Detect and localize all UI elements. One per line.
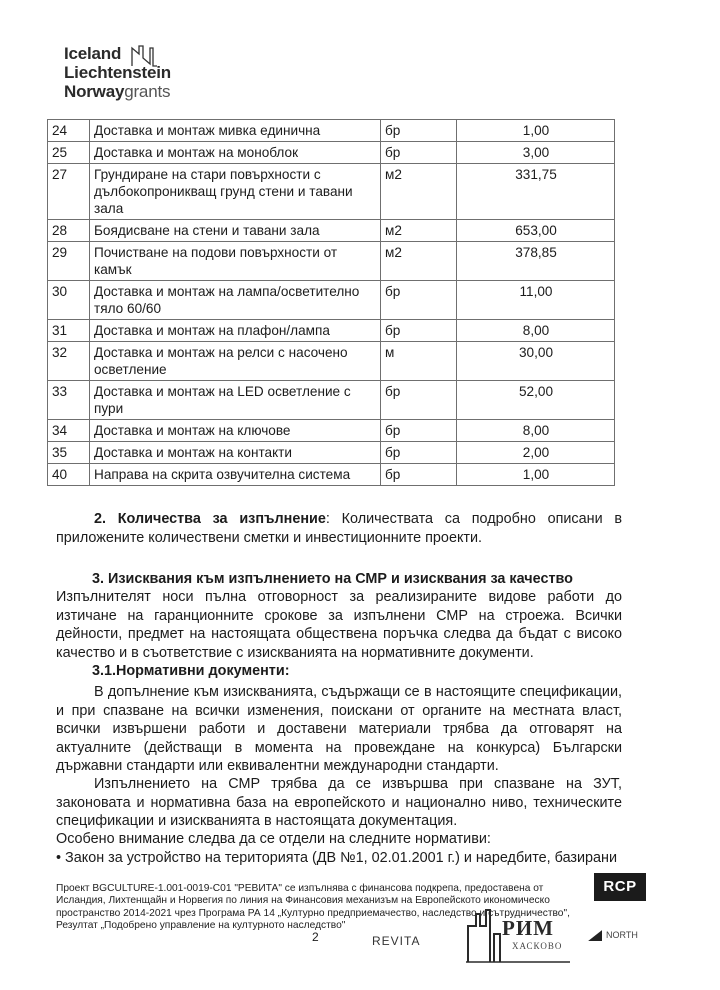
row-quantity: 1,00 bbox=[457, 464, 615, 486]
logo-line-iceland: Iceland bbox=[64, 44, 122, 63]
logo-line-norway bbox=[64, 82, 234, 101]
table-row bbox=[48, 120, 615, 142]
page-number: 2 bbox=[312, 930, 319, 944]
revita-logo: REVITA bbox=[372, 934, 421, 948]
row-description: Доставка и монтаж на лампа/осветително тяло 60/60 bbox=[90, 281, 381, 320]
table-row bbox=[48, 242, 615, 281]
rim-haskovo-logo bbox=[466, 904, 570, 964]
bullet-item: • Закон за устройство на територията (ДВ №1, 02.01.2001 г.) и наредбите, базирани bbox=[56, 850, 618, 866]
row-unit: м2 bbox=[381, 164, 457, 220]
row-number: 34 bbox=[48, 420, 90, 442]
row-description: Доставка и монтаж на релси с насочено осветление bbox=[90, 342, 381, 381]
row-quantity: 8,00 bbox=[457, 420, 615, 442]
row-number: 40 bbox=[48, 464, 90, 486]
row-number: 35 bbox=[48, 442, 90, 464]
row-description: Грундиране на стари повърхности с дълбокопроникващ грунд стени и тавани зала bbox=[90, 164, 381, 220]
row-description: Направа на скрита озвучителна система bbox=[90, 464, 381, 486]
row-unit: бр bbox=[381, 464, 457, 486]
row-description: Доставка и монтаж на плафон/лампа bbox=[90, 320, 381, 342]
row-unit: бр bbox=[381, 381, 457, 420]
row-description: Доставка и монтаж на LED осветление с пури bbox=[90, 381, 381, 420]
quantities-table-body bbox=[48, 120, 615, 486]
row-quantity: 1,00 bbox=[457, 120, 615, 142]
row-quantity: 3,00 bbox=[457, 142, 615, 164]
row-description: Почистване на подови повърхности от камък bbox=[90, 242, 381, 281]
row-number: 29 bbox=[48, 242, 90, 281]
row-quantity: 653,00 bbox=[457, 220, 615, 242]
section-2-paragraph bbox=[56, 510, 622, 547]
grants-mark-icon bbox=[131, 45, 159, 67]
row-unit: бр bbox=[381, 120, 457, 142]
row-quantity: 8,00 bbox=[457, 320, 615, 342]
table-row bbox=[48, 464, 615, 486]
row-quantity: 331,75 bbox=[457, 164, 615, 220]
table-row bbox=[48, 142, 615, 164]
row-unit: бр bbox=[381, 320, 457, 342]
row-description: Боядисване на стени и тавани зала bbox=[90, 220, 381, 242]
section-3-1-paragraph-3: Особено внимание следва да се отдели на следните нормативи: bbox=[56, 831, 491, 847]
north-logo bbox=[588, 930, 638, 941]
row-number: 24 bbox=[48, 120, 90, 142]
quantities-table bbox=[47, 119, 615, 486]
logo-grants: grants bbox=[124, 82, 171, 101]
haskovo-logo-text: ХАСКОВО bbox=[512, 941, 563, 951]
row-description: Доставка и монтаж на моноблок bbox=[90, 142, 381, 164]
section-3-1-paragraph-1: В допълнение към изискванията, съдържащи се в настоящите спецификации, и при спазване на всички изменения, поискани от органите на местната власт, всички извършени работи и доставени материали трябва да отговарят на актуалните (действащи в момента на провеждане на конкурса) Български държавни стандарти или еквивалентни международни стандарти. bbox=[56, 684, 622, 774]
footer-funding-note: Проект BGCULTURE-1.001-0019-C01 "РЕВИТА" се изпълнява с финансова подкрепа, предоставена от Исландия, Лихтенщайн и Норвегия по линия на Финансовия механизъм на Европейското икономическо пространство 2014-2021 чрез Програма РА 14 „Културно предприемачество, наследство и сътрудничество", Резултат „Подобрено управление на културното наследство" bbox=[56, 883, 570, 932]
row-description: Доставка и монтаж мивка единична bbox=[90, 120, 381, 142]
rcp-logo: RCP bbox=[594, 873, 646, 901]
row-number: 33 bbox=[48, 381, 90, 420]
table-row bbox=[48, 281, 615, 320]
north-logo-text: NORTH bbox=[606, 930, 638, 940]
north-mark-icon bbox=[588, 930, 602, 941]
table-row bbox=[48, 342, 615, 381]
section-3-1-heading: 3.1.Нормативни документи: bbox=[92, 663, 290, 679]
row-description: Доставка и монтаж на контакти bbox=[90, 442, 381, 464]
row-quantity: 30,00 bbox=[457, 342, 615, 381]
row-unit: м2 bbox=[381, 220, 457, 242]
section-3-paragraph: Изпълнителят носи пълна отговорност за реализираните видове работи до изтичане на гаранционните срокове за изпълнени СМР на строежа. Всички дейности, предмет на настоящата обществена поръчка следва да бъдат с високо качество и в съответствие с изискванията на нормативните документи. bbox=[56, 589, 622, 661]
row-number: 31 bbox=[48, 320, 90, 342]
row-unit: бр bbox=[381, 442, 457, 464]
table-row bbox=[48, 442, 615, 464]
row-number: 30 bbox=[48, 281, 90, 320]
logo-norway: Norway bbox=[64, 82, 125, 101]
row-number: 25 bbox=[48, 142, 90, 164]
rim-logo-text: РИМ bbox=[502, 916, 554, 940]
row-number: 27 bbox=[48, 164, 90, 220]
table-row bbox=[48, 220, 615, 242]
row-quantity: 11,00 bbox=[457, 281, 615, 320]
row-number: 28 bbox=[48, 220, 90, 242]
row-unit: м bbox=[381, 342, 457, 381]
section-2-heading: 2. Количества за изпълнение bbox=[94, 511, 326, 527]
row-description: Доставка и монтаж на ключове bbox=[90, 420, 381, 442]
table-row bbox=[48, 320, 615, 342]
row-unit: бр bbox=[381, 420, 457, 442]
table-row bbox=[48, 164, 615, 220]
logo-line-liechtenstein: Liechtenstein bbox=[64, 63, 171, 82]
row-unit: бр bbox=[381, 281, 457, 320]
table-row bbox=[48, 381, 615, 420]
row-quantity: 2,00 bbox=[457, 442, 615, 464]
row-quantity: 378,85 bbox=[457, 242, 615, 281]
section-2-text: : Количествата са подробно описани в приложените количествени сметки и инвестиционните проекти. bbox=[56, 511, 623, 546]
row-unit: м2 bbox=[381, 242, 457, 281]
row-number: 32 bbox=[48, 342, 90, 381]
section-3-heading: 3. Изисквания към изпълнението на СМР и изисквания за качество bbox=[92, 571, 573, 587]
section-3-1-paragraph-2: Изпълнението на СМР трябва да се извършва при спазване на ЗУТ, законовата и нормативна база на европейското и национално ниво, техническите спецификации и изискванията в настоящата документация. bbox=[56, 776, 622, 829]
table-row bbox=[48, 420, 615, 442]
row-quantity: 52,00 bbox=[457, 381, 615, 420]
row-unit: бр bbox=[381, 142, 457, 164]
iceland-liechtenstein-norway-grants-logo bbox=[64, 44, 234, 114]
